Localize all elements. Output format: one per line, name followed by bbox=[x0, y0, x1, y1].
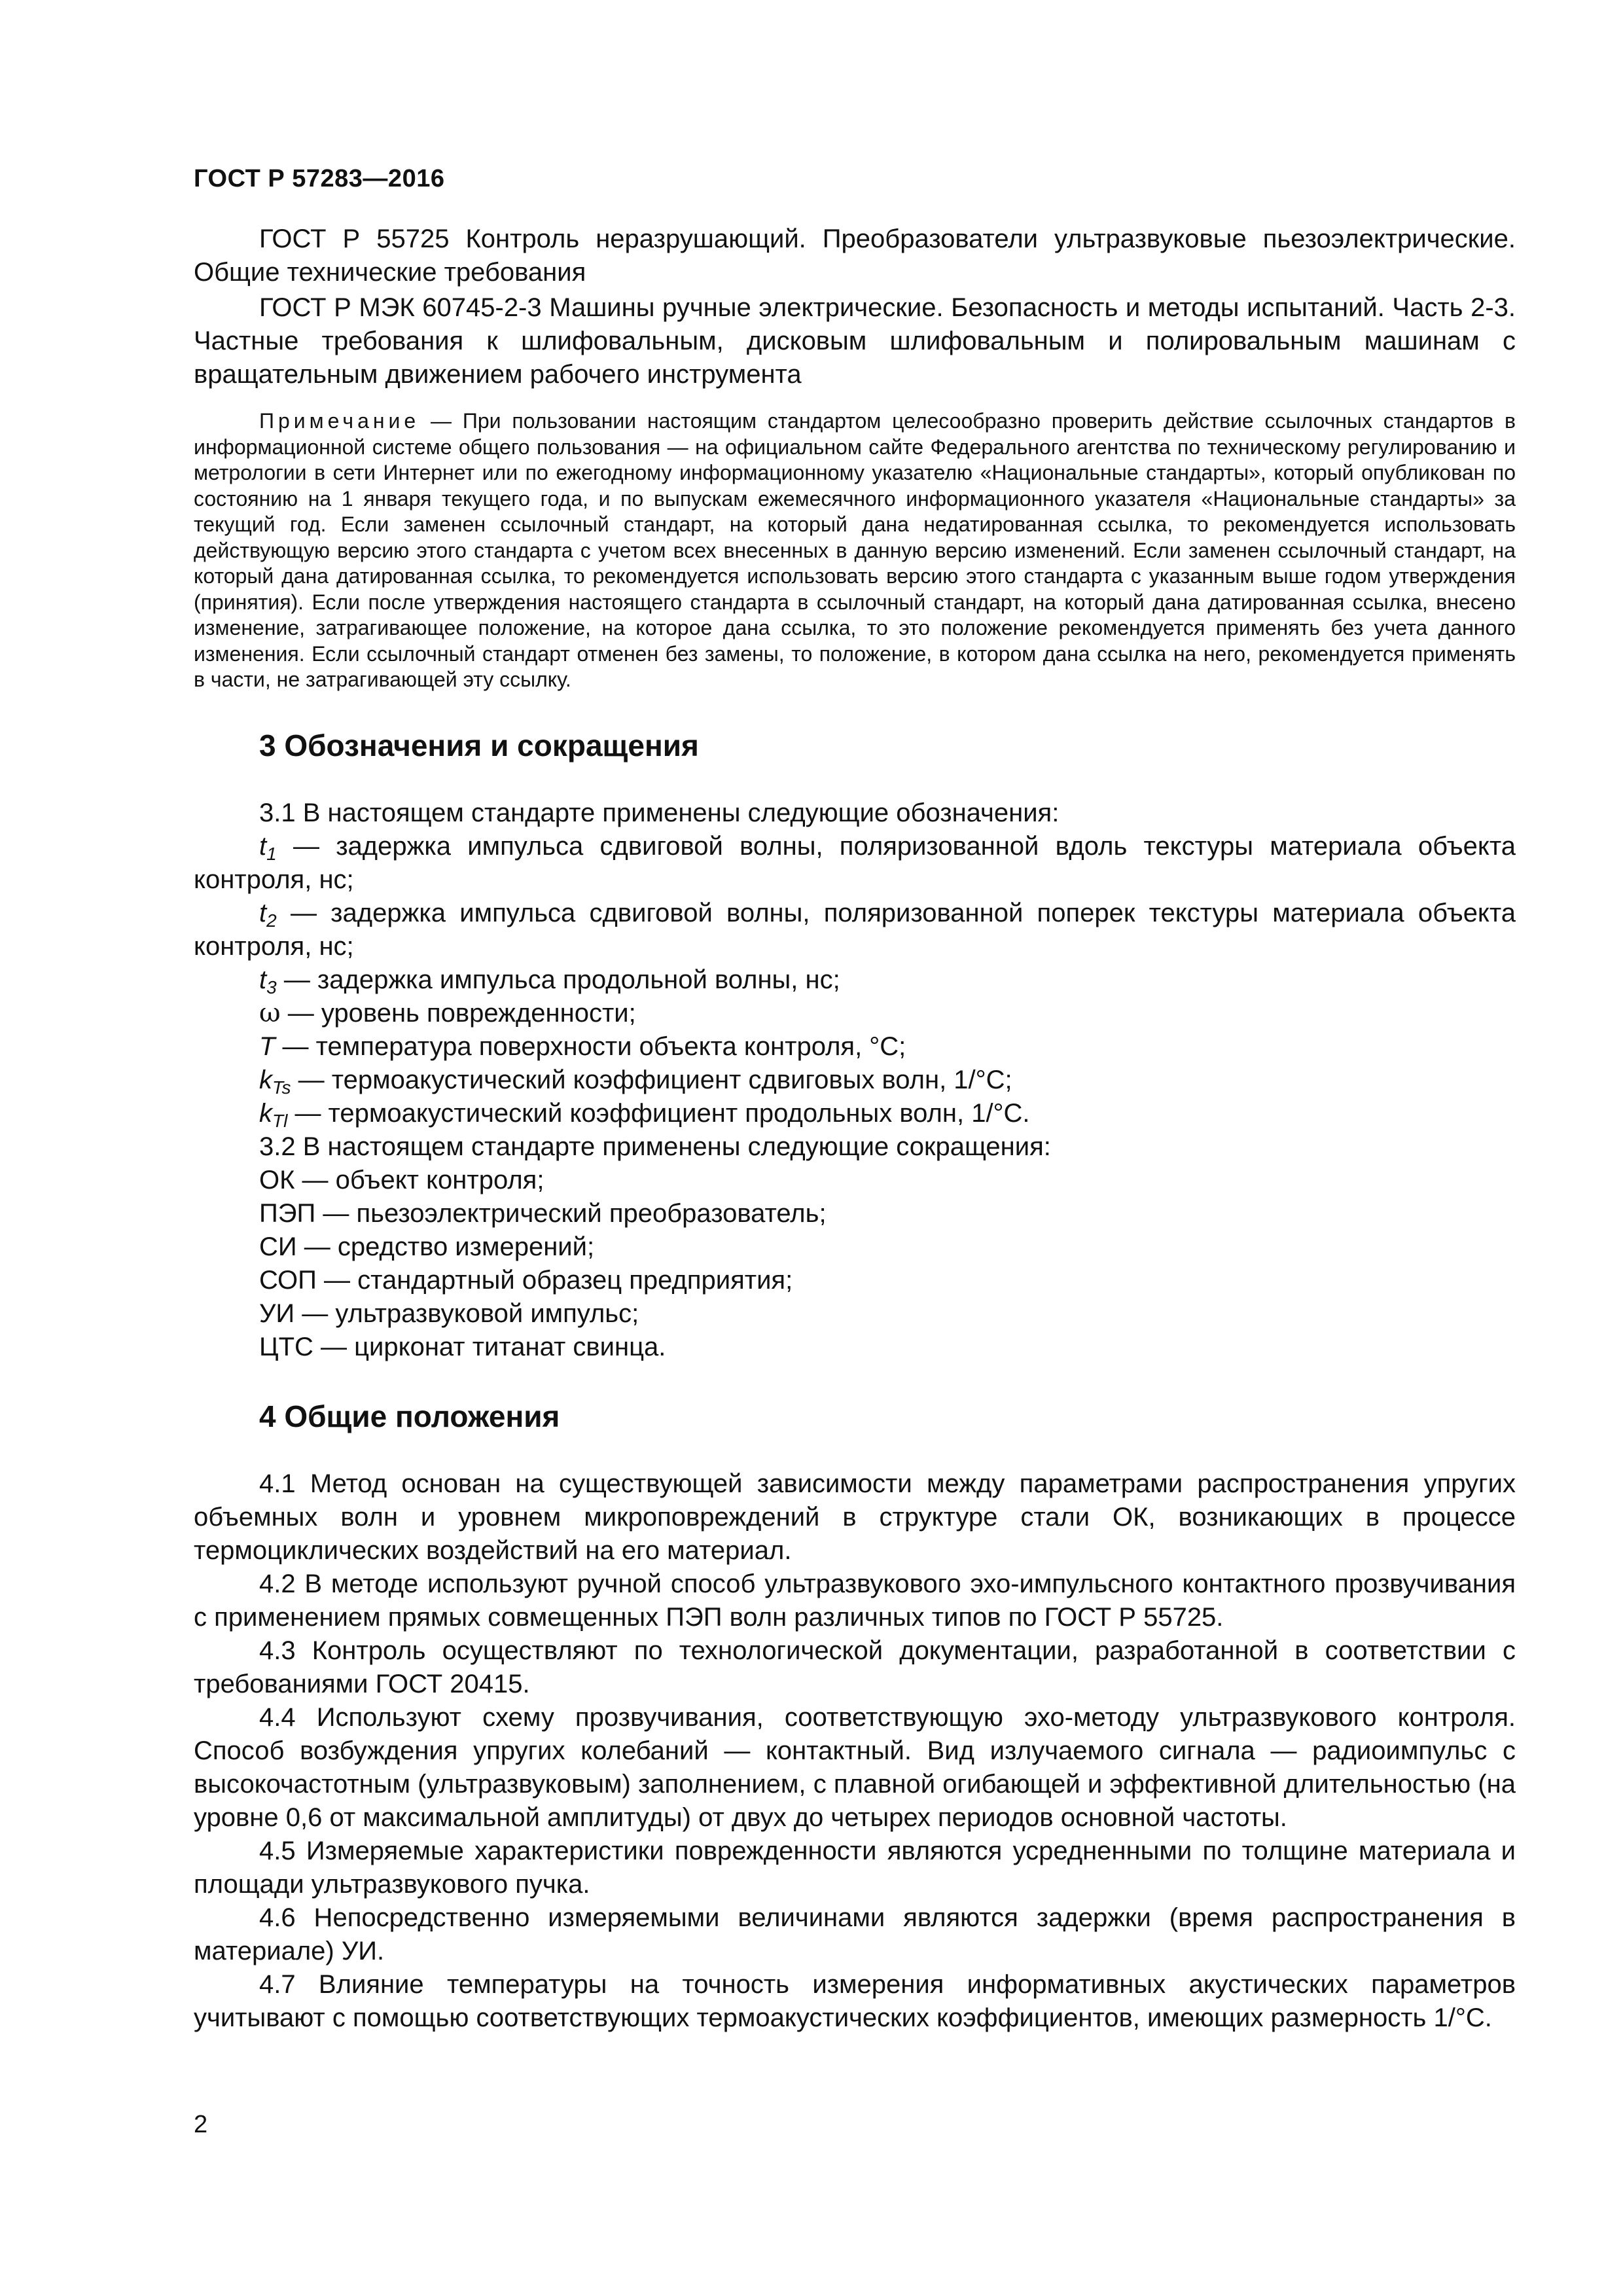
symbol-t3 bbox=[194, 963, 1516, 997]
symbol-definition: — уровень поврежденности; bbox=[280, 998, 636, 1028]
abbreviations-intro: 3.2 В настоящем стандарте применены следующие сокращения: bbox=[259, 1132, 1051, 1161]
symbol-subscript: Ts bbox=[272, 1077, 291, 1098]
symbol-letter: t bbox=[259, 965, 267, 994]
page-content bbox=[194, 223, 1516, 2035]
symbol-t2 bbox=[194, 897, 1516, 963]
note-label: Примечание bbox=[259, 409, 420, 433]
clause-4-4: 4.4 Используют схему прозвучивания, соответствующую эхо-методу ультразвукового контроля. Способ возбуждения упругих колебаний — контактный. Вид излучаемого сигнала — радиоимпульс с высокочастотным (ультразвуковым) заполнением, с плавной огибающей и эффективной длительностью (на уровне 0,6 от максимальной амплитуды) от двух до четырех периодов основной частоты. bbox=[194, 1702, 1516, 1832]
symbol-subscript: 1 bbox=[266, 843, 277, 864]
symbol-definition: — задержка импульса сдвиговой волны, поляризованной вдоль текстуры материала объекта контроля, нс; bbox=[194, 831, 1516, 894]
abbreviation-item: ЦТС — цирконат титанат свинца. bbox=[259, 1332, 666, 1361]
note-text: — При пользовании настоящим стандартом целесообразно проверить действие ссылочных стандартов в информационной системе общего пользования — на официальном сайте Федерального агентства по техническому регулированию и метрологии в сети Интернет или по ежегодному информационному указателю «Национальные стандарты», который опубликован по состоянию на 1 января текущего года, и по выпускам ежемесячного информационного указателя «Национальные стандарты» за текущий год. Если заменен ссылочный стандарт, на который дана недатированная ссылка, то рекомендуется использовать действующую версию этого стандарта с учетом всех внесенных в данную версию изменений. Если заменен ссылочный стандарт, на который дана датированная ссылка, то рекомендуется использовать версию этого стандарта с указанным выше годом утверждения (принятия). Если после утверждения настоящего стандарта в ссылочный стандарт, на который дана датированная ссылка, внесено изменение, затрагивающее положение, на которое дана ссылка, то это положение рекомендуется применять без учета данного изменения. Если ссылочный стандарт отменен без замены, то положение, в котором дана ссылка на него, рекомендуется применять в части, не затрагивающей эту ссылку. bbox=[194, 409, 1516, 691]
symbol-definition: — температура поверхности объекта контроля, °С; bbox=[275, 1031, 906, 1061]
symbol-ktl bbox=[194, 1097, 1516, 1130]
symbol-subscript: 3 bbox=[266, 977, 277, 997]
clause-4-5: 4.5 Измеряемые характеристики поврежденности являются усредненными по толщине материала и площади ультразвукового пучка. bbox=[194, 1836, 1516, 1899]
reference-gost-r-55725: ГОСТ Р 55725 Контроль неразрушающий. Преобразователи ультразвуковые пьезоэлектрические. Общие технические требования bbox=[194, 224, 1516, 287]
symbol-temperature bbox=[194, 1030, 1516, 1064]
section-4-heading: 4 Общие положения bbox=[259, 1399, 560, 1433]
symbol-definition: — термоакустический коэффициент сдвиговых волн, 1/°С; bbox=[291, 1065, 1012, 1094]
clause-4-1: 4.1 Метод основан на существующей зависимости между параметрами распространения упругих объемных волн и уровнем микроповреждений в структуре стали ОК, возникающих в процессе термоциклических воздействий на его материал. bbox=[194, 1469, 1516, 1565]
symbol-subscript: 2 bbox=[266, 910, 277, 931]
symbol-letter: T bbox=[259, 1031, 276, 1061]
note-block bbox=[194, 408, 1516, 693]
symbol-definition: — задержка импульса сдвиговой волны, поляризованной поперек текстуры материала объекта контроля, нс; bbox=[194, 898, 1516, 961]
section-3-heading: 3 Обозначения и сокращения bbox=[259, 728, 699, 762]
abbreviation-item: ОК — объект контроля; bbox=[259, 1165, 544, 1194]
abbreviation-item: СИ — средство измерений; bbox=[259, 1232, 595, 1261]
symbol-definition: — термоакустический коэффициент продольных волн, 1/°С. bbox=[287, 1098, 1030, 1128]
symbol-definition: — задержка импульса продольной волны, нс; bbox=[276, 965, 840, 994]
symbol-letter: k bbox=[259, 1065, 272, 1094]
symbol-omega bbox=[194, 997, 1516, 1030]
clause-4-3: 4.3 Контроль осуществляют по технологической документации, разработанной в соответствии с требованиями ГОСТ 20415. bbox=[194, 1636, 1516, 1698]
clause-4-7: 4.7 Влияние температуры на точность измерения информативных акустических параметров учитывают с помощью соответствующих термоакустических коэффициентов, имеющих размерность 1/°С. bbox=[194, 1969, 1516, 2032]
page-number: 2 bbox=[194, 2111, 208, 2138]
symbol-letter: ω bbox=[259, 997, 281, 1028]
document-number-header: ГОСТ Р 57283—2016 bbox=[194, 165, 445, 192]
reference-gost-r-mek-60745: ГОСТ Р МЭК 60745-2-3 Машины ручные электрические. Безопасность и методы испытаний. Часть 2-3. Частные требования к шлифовальным, дисковым шлифовальным и полировальным машинам с вращательным движением рабочего инструмента bbox=[194, 293, 1516, 389]
symbol-letter: t bbox=[259, 898, 267, 927]
symbol-letter: k bbox=[259, 1098, 272, 1128]
abbreviation-item: УИ — ультразвуковой импульс; bbox=[259, 1299, 639, 1328]
symbols-intro: 3.1 В настоящем стандарте применены следующие обозначения: bbox=[259, 798, 1060, 827]
abbreviation-item: ПЭП — пьезоэлектрический преобразователь; bbox=[259, 1198, 827, 1228]
symbol-t1 bbox=[194, 830, 1516, 897]
symbol-kts bbox=[194, 1064, 1516, 1097]
clause-4-2: 4.2 В методе используют ручной способ ультразвукового эхо-импульсного контактного прозвучивания с применением прямых совмещенных ПЭП волн различных типов по ГОСТ Р 55725. bbox=[194, 1569, 1516, 1632]
symbol-letter: t bbox=[259, 831, 267, 861]
symbol-subscript: Tl bbox=[272, 1110, 288, 1131]
abbreviation-item: СОП — стандартный образец предприятия; bbox=[259, 1265, 793, 1295]
clause-4-6: 4.6 Непосредственно измеряемыми величинами являются задержки (время распространения в материале) УИ. bbox=[194, 1903, 1516, 1965]
